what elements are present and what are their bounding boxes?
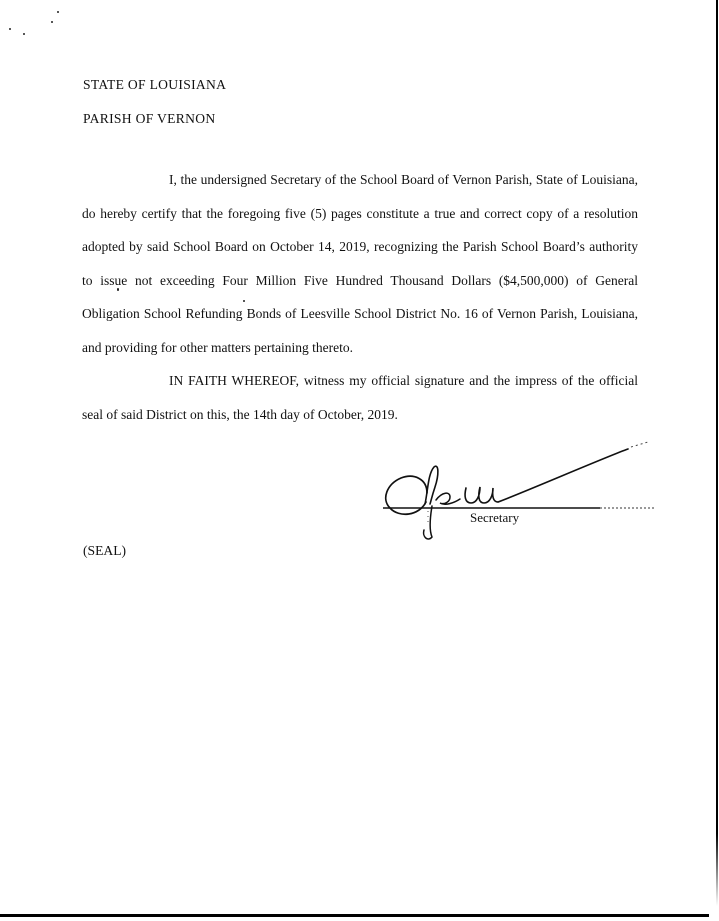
secretary-signature-icon <box>370 438 668 550</box>
ink-speck <box>23 33 25 35</box>
attestation-paragraph: IN FAITH WHEREOF, witness my official signature and the impress of the official seal of said District on this, the 14th day of October, 2019. <box>82 373 638 422</box>
signature-flourish-stroke <box>498 449 628 502</box>
state-heading: STATE OF LOUISIANA <box>83 77 227 92</box>
ink-speck <box>117 288 119 291</box>
certification-paragraph: I, the undersigned Secretary of the School Board of Vernon Parish, State of Louisiana, do hereby certify that the foregoing five (5) pages constitute a true and correct copy of a resolution adopted by said School Board on October 14, 2019, recognizing the Parish School Board’s authority to issue not exceeding Four Million Five Hundred Thousand Dollars ($4,500,000) of General Obligation School Refunding Bonds of Leesville School District No. 16 of Vernon Parish, Louisiana, and providing for other matters pertaining thereto. <box>82 172 638 355</box>
scan-edge-bottom-line <box>0 914 709 917</box>
signature-block <box>370 438 668 550</box>
scan-edge-right-line <box>716 0 718 906</box>
signature-letter-stroke <box>436 493 460 504</box>
signature-descender-stroke <box>424 506 432 539</box>
signature-uu-stroke <box>465 487 498 503</box>
secretary-label: Secretary <box>470 510 520 525</box>
body-text <box>82 163 638 431</box>
signature-ascender-stroke <box>425 466 438 504</box>
parish-heading: PARISH OF VERNON <box>83 111 216 126</box>
ink-speck <box>9 28 11 30</box>
seal-label: (SEAL) <box>83 543 127 558</box>
ink-speck <box>57 11 59 13</box>
signature-flourish-fade <box>631 442 648 447</box>
ink-speck <box>51 21 53 23</box>
ink-speck <box>243 300 245 302</box>
